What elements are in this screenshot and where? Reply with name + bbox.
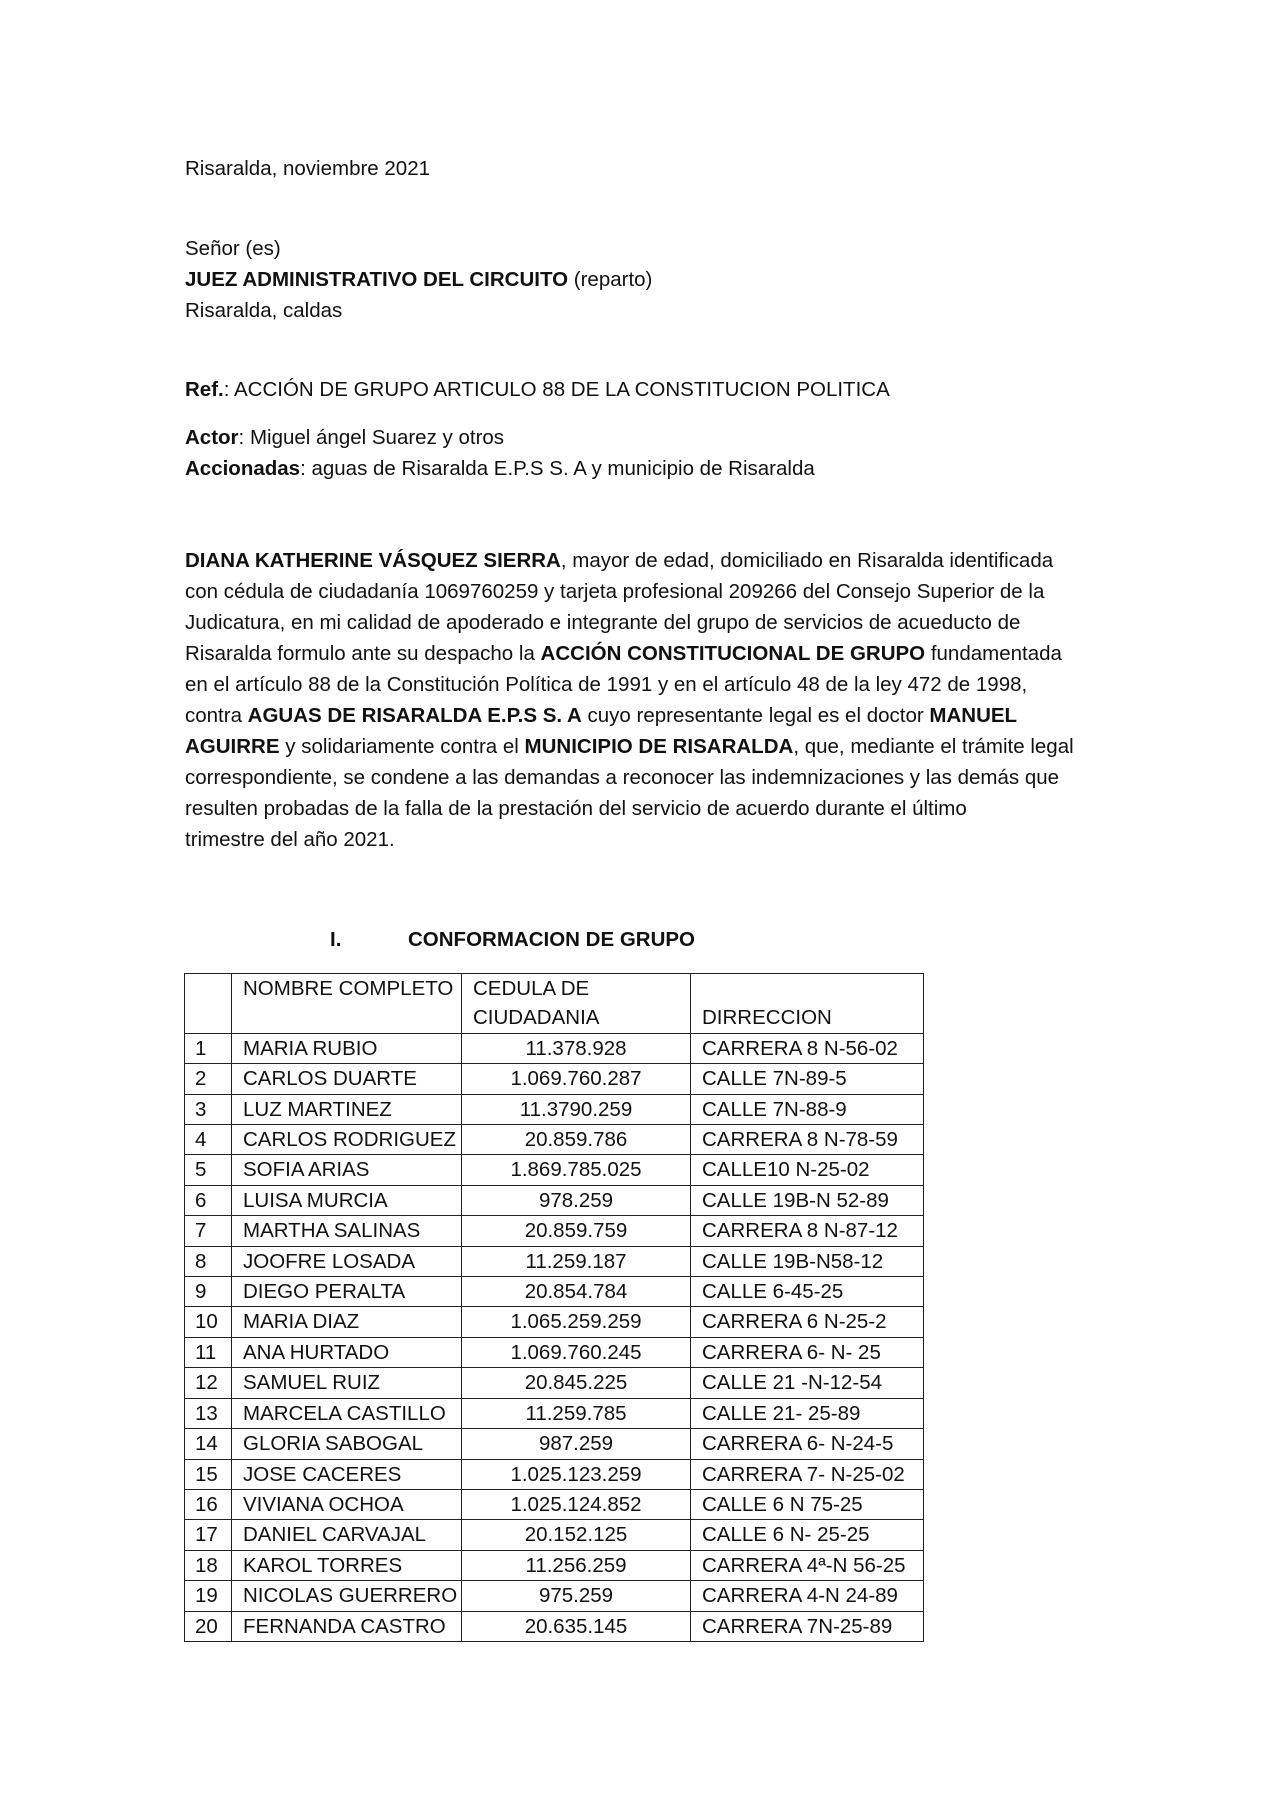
header-nombre: NOMBRE COMPLETO xyxy=(232,974,462,1034)
ref-text: : ACCIÓN DE GRUPO ARTICULO 88 DE LA CONSTITUCION POLITICA xyxy=(223,378,890,401)
table-row xyxy=(185,1277,924,1307)
date-line: Risaralda, noviembre 2021 xyxy=(185,157,430,180)
section-title: CONFORMACION DE GRUPO xyxy=(408,928,695,951)
row-direccion: CARRERA 6 N-25-2 xyxy=(691,1307,924,1337)
row-cedula: 11.259.785 xyxy=(462,1398,691,1428)
row-direccion: CARRERA 6- N-24-5 xyxy=(691,1429,924,1459)
row-nombre: GLORIA SABOGAL xyxy=(232,1429,462,1459)
recipient-place: Risaralda, caldas xyxy=(185,299,343,322)
row-number: 7 xyxy=(185,1216,232,1246)
row-number: 15 xyxy=(185,1459,232,1489)
row-cedula: 11.378.928 xyxy=(462,1033,691,1063)
row-cedula: 20.859.759 xyxy=(462,1216,691,1246)
row-number: 6 xyxy=(185,1185,232,1215)
row-direccion: CALLE 6 N- 25-25 xyxy=(691,1520,924,1550)
section-number: I. xyxy=(330,928,342,951)
table-header-row xyxy=(185,974,924,1034)
body-paragraph: DIANA KATHERINE VÁSQUEZ SIERRA, mayor de edad, domiciliado en Risaralda identificada con cédula de ciudadanía 1069760259 y tarjeta profesional 209266 del Consejo Superior de la Judicatura, en mi calidad de apoderado e integrante del grupo de servicios de acueducto de Risaralda formulo ante su despacho la ACCIÓN CONSTITUCIONAL DE GRUPO fundamentada en el artículo 88 de la Constitución Política de 1991 y en el artículo 48 de la ley 472 de 1998, contra AGUAS DE RISARALDA E.P.S S. A cuyo representante legal es el doctor MANUEL AGUIRRE y solidariamente contra el MUNICIPIO DE RISARALDA, que, mediante el trámite legal correspondiente, se condene a las demandas a reconocer las indemnizaciones y las demás que resulten probadas de la falla de la prestación del servicio de acuerdo durante el último trimestre del año 2021. xyxy=(185,549,1074,851)
row-nombre: MARTHA SALINAS xyxy=(232,1216,462,1246)
row-cedula: 975.259 xyxy=(462,1581,691,1611)
row-number: 17 xyxy=(185,1520,232,1550)
row-direccion: CALLE 21 -N-12-54 xyxy=(691,1368,924,1398)
table-row xyxy=(185,1246,924,1276)
row-number: 16 xyxy=(185,1489,232,1519)
row-cedula: 1.869.785.025 xyxy=(462,1155,691,1185)
row-number: 3 xyxy=(185,1094,232,1124)
table-row xyxy=(185,1337,924,1367)
row-number: 5 xyxy=(185,1155,232,1185)
row-direccion: CARRERA 8 N-87-12 xyxy=(691,1216,924,1246)
row-direccion: CALLE 7N-89-5 xyxy=(691,1064,924,1094)
row-cedula: 20.635.145 xyxy=(462,1611,691,1641)
row-nombre: CARLOS DUARTE xyxy=(232,1064,462,1094)
row-direccion: CALLE 7N-88-9 xyxy=(691,1094,924,1124)
row-number: 4 xyxy=(185,1125,232,1155)
row-number: 2 xyxy=(185,1064,232,1094)
row-cedula: 1.025.123.259 xyxy=(462,1459,691,1489)
row-cedula: 11.256.259 xyxy=(462,1550,691,1580)
table-row xyxy=(185,1611,924,1641)
table-row xyxy=(185,1033,924,1063)
header-cedula: CEDULA DE CIUDADANIA xyxy=(462,974,691,1034)
table-row xyxy=(185,1155,924,1185)
row-direccion: CALLE 19B-N 52-89 xyxy=(691,1185,924,1215)
row-nombre: JOOFRE LOSADA xyxy=(232,1246,462,1276)
row-cedula: 20.845.225 xyxy=(462,1368,691,1398)
table-row xyxy=(185,1368,924,1398)
row-nombre: NICOLAS GUERRERO xyxy=(232,1581,462,1611)
row-direccion: CARRERA 7N-25-89 xyxy=(691,1611,924,1641)
recipient-title: JUEZ ADMINISTRATIVO DEL CIRCUITO xyxy=(185,268,569,291)
row-nombre: DANIEL CARVAJAL xyxy=(232,1520,462,1550)
row-nombre: CARLOS RODRIGUEZ xyxy=(232,1125,462,1155)
attorney-name: DIANA KATHERINE VÁSQUEZ SIERRA xyxy=(185,549,561,572)
row-number: 14 xyxy=(185,1429,232,1459)
row-nombre: MARIA DIAZ xyxy=(232,1307,462,1337)
row-direccion: CALLE 19B-N58-12 xyxy=(691,1246,924,1276)
row-cedula: 1.025.124.852 xyxy=(462,1489,691,1519)
recipient-block xyxy=(185,233,1105,326)
row-nombre: FERNANDA CASTRO xyxy=(232,1611,462,1641)
row-number: 9 xyxy=(185,1277,232,1307)
actor-line: Actor: Miguel ángel Suarez y otros xyxy=(185,426,505,449)
recipient-title-line: JUEZ ADMINISTRATIVO DEL CIRCUITO (reparto) xyxy=(185,268,653,291)
row-direccion: CARRERA 4-N 24-89 xyxy=(691,1581,924,1611)
row-nombre: MARIA RUBIO xyxy=(232,1033,462,1063)
row-nombre: KAROL TORRES xyxy=(232,1550,462,1580)
table-row xyxy=(185,1307,924,1337)
row-direccion: CARRERA 8 N-78-59 xyxy=(691,1125,924,1155)
row-direccion: CARRERA 7- N-25-02 xyxy=(691,1459,924,1489)
row-cedula: 987.259 xyxy=(462,1429,691,1459)
table-row xyxy=(185,1094,924,1124)
row-nombre: VIVIANA OCHOA xyxy=(232,1489,462,1519)
row-number: 20 xyxy=(185,1611,232,1641)
row-number: 18 xyxy=(185,1550,232,1580)
row-direccion: CALLE 6 N 75-25 xyxy=(691,1489,924,1519)
row-nombre: JOSE CACERES xyxy=(232,1459,462,1489)
parties-block xyxy=(185,422,1105,484)
row-number: 11 xyxy=(185,1337,232,1367)
reference-line xyxy=(185,374,1105,405)
row-direccion: CALLE10 N-25-02 xyxy=(691,1155,924,1185)
row-cedula: 20.859.786 xyxy=(462,1125,691,1155)
row-direccion: CARRERA 8 N-56-02 xyxy=(691,1033,924,1063)
row-number: 19 xyxy=(185,1581,232,1611)
table-row xyxy=(185,1520,924,1550)
table-row xyxy=(185,1125,924,1155)
table-row xyxy=(185,1398,924,1428)
row-cedula: 11.259.187 xyxy=(462,1246,691,1276)
table-row xyxy=(185,1581,924,1611)
table-row xyxy=(185,1489,924,1519)
row-nombre: LUISA MURCIA xyxy=(232,1185,462,1215)
row-number: 13 xyxy=(185,1398,232,1428)
row-nombre: LUZ MARTINEZ xyxy=(232,1094,462,1124)
row-nombre: ANA HURTADO xyxy=(232,1337,462,1367)
row-nombre: DIEGO PERALTA xyxy=(232,1277,462,1307)
table-row xyxy=(185,1185,924,1215)
row-direccion: CARRERA 4ª-N 56-25 xyxy=(691,1550,924,1580)
header-direccion: DIRRECCION xyxy=(691,974,924,1034)
row-cedula: 1.069.760.287 xyxy=(462,1064,691,1094)
table-row xyxy=(185,1550,924,1580)
row-number: 12 xyxy=(185,1368,232,1398)
row-nombre: SOFIA ARIAS xyxy=(232,1155,462,1185)
row-cedula: 1.069.760.245 xyxy=(462,1337,691,1367)
table-row xyxy=(185,1216,924,1246)
table-row xyxy=(185,1064,924,1094)
row-cedula: 20.152.125 xyxy=(462,1520,691,1550)
table-row xyxy=(185,1429,924,1459)
row-direccion: CALLE 6-45-25 xyxy=(691,1277,924,1307)
row-cedula: 20.854.784 xyxy=(462,1277,691,1307)
row-cedula: 978.259 xyxy=(462,1185,691,1215)
row-direccion: CALLE 21- 25-89 xyxy=(691,1398,924,1428)
row-direccion: CARRERA 6- N- 25 xyxy=(691,1337,924,1367)
group-table xyxy=(184,973,924,1642)
row-cedula: 11.3790.259 xyxy=(462,1094,691,1124)
accionadas-line: Accionadas: aguas de Risaralda E.P.S S. A y municipio de Risaralda xyxy=(185,457,815,480)
table-row xyxy=(185,1459,924,1489)
header-number xyxy=(185,974,232,1034)
row-number: 1 xyxy=(185,1033,232,1063)
row-cedula: 1.065.259.259 xyxy=(462,1307,691,1337)
salutation: Señor (es) xyxy=(185,237,281,260)
row-nombre: MARCELA CASTILLO xyxy=(232,1398,462,1428)
row-number: 8 xyxy=(185,1246,232,1276)
ref-label: Ref. xyxy=(185,378,224,401)
row-number: 10 xyxy=(185,1307,232,1337)
row-nombre: SAMUEL RUIZ xyxy=(232,1368,462,1398)
section-heading xyxy=(330,924,695,955)
